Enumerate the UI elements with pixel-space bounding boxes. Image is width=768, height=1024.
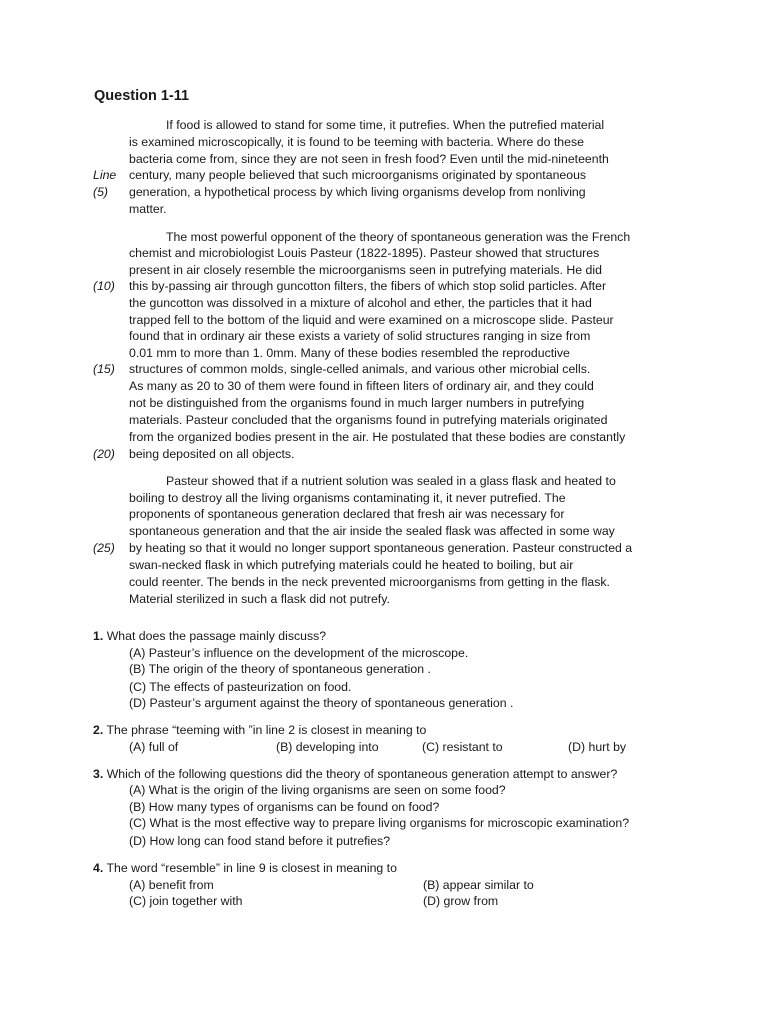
answer-option[interactable]: (D) Pasteur’s argument against the theory of spontaneous generation . <box>129 696 514 710</box>
question-text: The word “resemble” in line 9 is closest in meaning to <box>106 861 397 875</box>
passage-line: Material sterilized in such a flask did not putrefy. <box>129 592 390 606</box>
question-2 <box>93 722 426 738</box>
answer-option[interactable]: (B) developing into <box>276 740 379 754</box>
passage-line: the guncotton was dissolved in a mixture of alcohol and ether, the particles that it had <box>129 296 592 310</box>
passage-line: structures of common molds, single-celled animals, and various other microbial cells. <box>129 362 591 376</box>
answer-option[interactable]: (C) What is the most effective way to prepare living organisms for microscopic examination? <box>129 816 630 830</box>
question-1 <box>93 628 326 644</box>
line-marker: (15) <box>93 362 115 376</box>
passage-line: spontaneous generation and that the air inside the sealed flask was affected in some way <box>129 524 615 538</box>
passage-line: found that in ordinary air these exists a variety of solid structures ranging in size from <box>129 329 591 343</box>
answer-option[interactable]: (B) How many types of organisms can be found on food? <box>129 800 440 814</box>
passage-line: Pasteur showed that if a nutrient solution was sealed in a glass flask and heated to <box>166 474 616 488</box>
passage-line: by heating so that it would no longer support spontaneous generation. Pasteur constructed a <box>129 541 633 555</box>
answer-option[interactable]: (B) The origin of the theory of spontaneous generation . <box>129 662 431 676</box>
line-marker: (10) <box>93 279 115 293</box>
passage-line: century, many people believed that such microorganisms originated by spontaneous <box>129 168 587 182</box>
passage-line: present in air closely resemble the microorganisms seen in putrefying materials. He did <box>129 263 602 277</box>
passage-line: from the organized bodies present in the air. He postulated that these bodies are constantly <box>129 430 626 444</box>
passage-line: could reenter. The bends in the neck prevented microorganisms from getting in the flask. <box>129 575 610 589</box>
passage-line: As many as 20 to 30 of them were found in fifteen liters of ordinary air, and they could <box>129 379 594 393</box>
answer-option[interactable]: (A) full of <box>129 740 179 754</box>
answer-option[interactable]: (C) The effects of pasteurization on food. <box>129 680 352 694</box>
answer-option[interactable]: (A) Pasteur’s influence on the development of the microscope. <box>129 646 469 660</box>
question-text: What does the passage mainly discuss? <box>106 629 327 643</box>
passage-line: this by-passing air through guncotton filters, the fibers of which stop solid particles. After <box>129 279 607 293</box>
passage-line: bacteria come from, since they are not seen in fresh food? Even until the mid-nineteenth <box>129 152 609 166</box>
answer-option[interactable]: (A) What is the origin of the living organisms are seen on some food? <box>129 783 506 797</box>
answer-option[interactable]: (C) resistant to <box>422 740 503 754</box>
line-marker: Line <box>93 168 117 182</box>
passage-line: chemist and microbiologist Louis Pasteur (1822-1895). Pasteur showed that structures <box>129 246 600 260</box>
passage-line: If food is allowed to stand for some time, it putrefies. When the putrefied material <box>166 118 605 132</box>
question-number: 3. <box>93 767 104 781</box>
passage-line: matter. <box>129 202 167 216</box>
question-text: Which of the following questions did the theory of spontaneous generation attempt to answer? <box>106 767 618 781</box>
passage-line: boiling to destroy all the living organisms contaminating it, it never putrefied. The <box>129 491 566 505</box>
question-number: 2. <box>93 723 104 737</box>
passage-line: swan-necked flask in which putrefying materials could he heated to boiling, but air <box>129 558 574 572</box>
line-marker: (25) <box>93 541 115 555</box>
passage-line: trapped fell to the bottom of the liquid and were examined on a microscope slide. Pasteur <box>129 313 614 327</box>
passage-line: 0.01 mm to more than 1. 0mm. Many of these bodies resembled the reproductive <box>129 346 570 360</box>
question-3 <box>93 766 617 782</box>
passage-line: generation, a hypothetical process by which living organisms develop from nonliving <box>129 185 586 199</box>
passage-line: proponents of spontaneous generation declared that fresh air was necessary for <box>129 507 565 521</box>
answer-option[interactable]: (D) grow from <box>423 894 499 908</box>
question-number: 1. <box>93 629 104 643</box>
answer-option[interactable]: (A) benefit from <box>129 878 214 892</box>
question-text: The phrase “teeming with ”in line 2 is closest in meaning to <box>106 723 427 737</box>
question-4 <box>93 860 397 876</box>
line-marker: (20) <box>93 447 115 461</box>
answer-option[interactable]: (D) hurt by <box>568 740 627 754</box>
passage-line: being deposited on all objects. <box>129 447 295 461</box>
question-set-title: Question 1-11 <box>94 88 190 104</box>
passage-line: materials. Pasteur concluded that the organisms found in putrefying materials originated <box>129 413 608 427</box>
passage-line: not be distinguished from the organisms found in much larger numbers in putrefying <box>129 396 585 410</box>
answer-option[interactable]: (D) How long can food stand before it putrefies? <box>129 834 391 848</box>
line-marker: (5) <box>93 185 109 199</box>
question-number: 4. <box>93 861 104 875</box>
passage-line: is examined microscopically, it is found to be teeming with bacteria. Where do these <box>129 135 584 149</box>
answer-option[interactable]: (B) appear similar to <box>423 878 534 892</box>
answer-option[interactable]: (C) join together with <box>129 894 243 908</box>
passage-line: The most powerful opponent of the theory of spontaneous generation was the French <box>166 230 631 244</box>
